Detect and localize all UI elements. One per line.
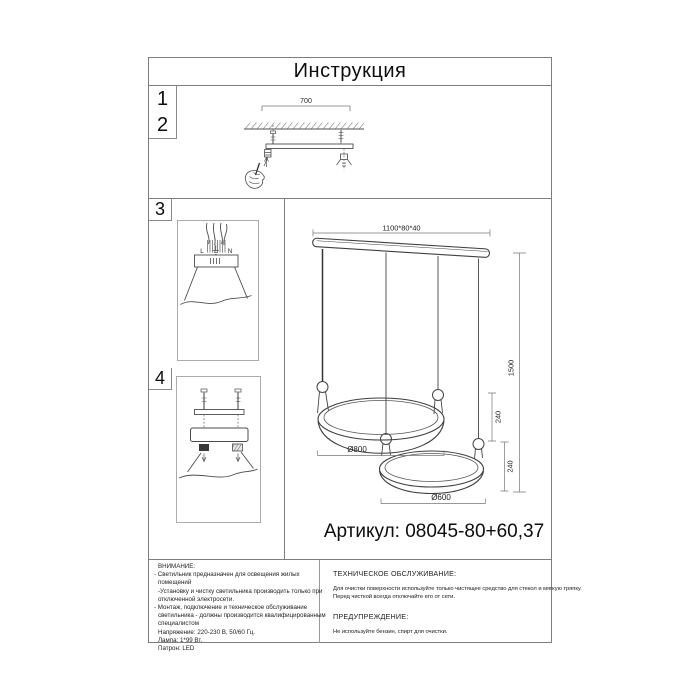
socket-spec: Патрон: LED	[158, 644, 195, 652]
warning-line: помещений	[158, 579, 192, 587]
mounting-bracket	[195, 410, 245, 415]
ring1-diameter-label: Ø800	[347, 445, 367, 454]
bar-dimension-label: 1100*80*40	[382, 223, 421, 233]
mounting-bolts	[204, 393, 238, 410]
neutral-label: N	[227, 248, 233, 255]
assembly-step-image	[176, 376, 261, 523]
title-row	[149, 58, 551, 86]
ring2-diameter-label: Ø600	[431, 493, 451, 502]
mounting-bar	[266, 144, 353, 149]
height-dimension-label: 1500	[506, 359, 516, 377]
cable-ball-3	[381, 434, 392, 445]
ceiling-bar	[312, 238, 489, 258]
ground-symbol-icon	[213, 246, 219, 255]
canopy-body	[191, 428, 249, 442]
ceiling-mount-graphics	[244, 98, 364, 188]
canopy-cone	[185, 267, 248, 301]
article-number: Артикул: 08045-80+60,37	[323, 521, 545, 542]
maintenance-line: Для очистки поверхности используйте только чистящее средство для стекол и мягкую тряпку.	[333, 586, 582, 592]
cable-ball-1	[317, 382, 328, 393]
middle-section	[149, 199, 551, 559]
width-dimension-label: 700	[300, 98, 312, 105]
pendant-diagram	[285, 199, 552, 559]
step-number-3: 3	[149, 199, 172, 221]
wiring-graphics	[181, 223, 252, 305]
assembly-drawing	[177, 377, 260, 522]
step-number-1: 1	[149, 86, 177, 113]
steps-1-2-section	[149, 86, 551, 199]
direction-arrow	[265, 158, 269, 168]
warning-line: специалистом	[158, 620, 199, 628]
fit-arrows	[202, 454, 240, 462]
bottom-section	[149, 559, 582, 652]
maintenance-heading: ТЕХНИЧЕСКОЕ ОБСЛУЖИВАНИЕ:	[333, 569, 457, 578]
warning-line: - Светильник предназначен для освещения жилых	[154, 571, 300, 579]
expansion-anchor	[265, 150, 272, 158]
break-line	[179, 469, 258, 478]
warning-panel	[149, 560, 326, 652]
warning-line: светильника - должны производится квалифицированным	[158, 612, 326, 620]
maintenance-line: Перед чисткой всегда отключайте его от сети.	[333, 594, 455, 601]
wiring-step-image	[177, 220, 259, 361]
nut-left	[199, 444, 209, 451]
ceiling-hatch	[245, 123, 364, 130]
page-title: Инструкция	[293, 60, 407, 82]
step-number-2: 2	[149, 112, 177, 139]
cable-ball-2	[433, 390, 444, 401]
warning-line: - Монтаж, подключение и техническое обслуживание	[154, 603, 308, 611]
shade-cone	[188, 452, 254, 472]
pendant-graphics	[312, 224, 526, 504]
service-panel	[321, 560, 582, 643]
caution-line: Не используйте бензин, спирт для очистки.	[333, 628, 448, 635]
warning-line: отключенной электросети.	[158, 595, 235, 603]
main-diagram-panel	[284, 199, 552, 559]
warning-line: -Установку и чистку светильника производить только при	[158, 587, 323, 595]
ring-800	[318, 398, 444, 453]
ring1-drop-label: 240	[493, 410, 503, 424]
warning-heading: ВНИМАНИЕ:	[158, 563, 196, 570]
ring-600	[380, 451, 484, 494]
screwdriver	[256, 163, 260, 175]
voltage-spec: Напряжение: 220-230 В, 50/60 Гц.	[158, 628, 256, 636]
step-number-4: 4	[149, 368, 172, 390]
break-line	[181, 296, 252, 305]
lamp-spec: Лампа: 1*99 Вт.	[158, 636, 203, 644]
page-frame	[148, 57, 582, 652]
caution-heading: ПРЕДУПРЕЖДЕНИЕ:	[333, 611, 409, 621]
live-label: L	[200, 248, 204, 255]
ring2-drop-label: 240	[505, 460, 515, 473]
assembly-graphics	[179, 389, 258, 478]
width-dimension-line	[262, 106, 350, 111]
cable-ball-4	[473, 439, 484, 450]
supply-wires	[206, 223, 226, 245]
dimension-lines	[313, 230, 526, 504]
mounting-drawing	[149, 86, 551, 198]
wiring-drawing	[178, 221, 258, 360]
